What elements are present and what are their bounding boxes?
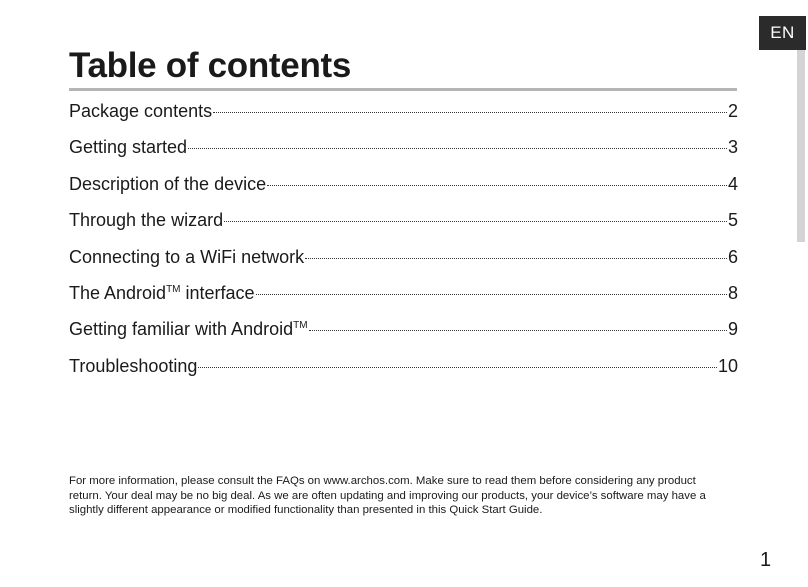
- toc-dot-leader: [213, 112, 727, 113]
- toc-entry-label: Through the wizard: [69, 210, 224, 231]
- table-of-contents: [69, 96, 738, 387]
- toc-entry-page: 8: [727, 282, 738, 303]
- toc-dot-leader: [256, 294, 727, 295]
- toc-entry-label: Description of the device: [69, 173, 267, 194]
- page-title: Table of contents: [69, 46, 352, 85]
- toc-entry-label: The Android™ interface: [69, 282, 255, 303]
- toc-entry-troubleshooting[interactable]: [69, 351, 738, 387]
- toc-entry-page: 2: [727, 101, 738, 121]
- toc-dot-leader: [309, 330, 727, 331]
- footer-note: For more information, please consult the FAQs on www.archos.com. Make sure to read them before considering any product return. Your deal may be no big deal. As we are often updating and improving our products, your device’s software may have a slightly different appearance or modified functionality than presented in this Quick Start Guide.: [69, 475, 706, 517]
- language-tab-label: EN: [770, 23, 795, 42]
- toc-entry-connecting-to-wifi[interactable]: [69, 242, 738, 278]
- side-strip: [797, 50, 805, 242]
- toc-entry-label: Getting started: [69, 137, 188, 158]
- toc-entry-getting-started[interactable]: [69, 132, 738, 168]
- language-tab: [759, 16, 806, 50]
- toc-entry-android-interface[interactable]: [69, 278, 738, 314]
- toc-entry-package-contents[interactable]: [69, 96, 738, 132]
- toc-entry-page: 3: [727, 137, 738, 158]
- toc-entry-getting-familiar-with-android[interactable]: [69, 314, 738, 350]
- toc-dot-leader: [224, 221, 727, 222]
- toc-dot-leader: [198, 367, 717, 368]
- trademark-superscript: TM: [166, 283, 181, 295]
- toc-entry-page: 9: [727, 319, 738, 340]
- toc-entry-label: Troubleshooting: [69, 355, 198, 376]
- toc-entry-label: Connecting to a WiFi network: [69, 246, 305, 267]
- toc-entry-through-the-wizard[interactable]: [69, 205, 738, 241]
- toc-entry-page: 10: [717, 355, 738, 376]
- toc-entry-page: 4: [727, 173, 738, 194]
- toc-entry-page: 6: [727, 246, 738, 267]
- toc-dot-leader: [267, 185, 727, 186]
- toc-dot-leader: [188, 148, 727, 149]
- toc-entry-label: Getting familiar with Android™: [69, 319, 308, 340]
- toc-entry-description-of-the-device[interactable]: [69, 169, 738, 205]
- page-number: 1: [760, 549, 772, 571]
- toc-entry-page: 5: [727, 210, 738, 231]
- trademark-superscript: TM: [293, 320, 308, 332]
- toc-entry-label: Package contents: [69, 101, 213, 121]
- title-rule: [69, 88, 737, 91]
- toc-dot-leader: [305, 258, 727, 259]
